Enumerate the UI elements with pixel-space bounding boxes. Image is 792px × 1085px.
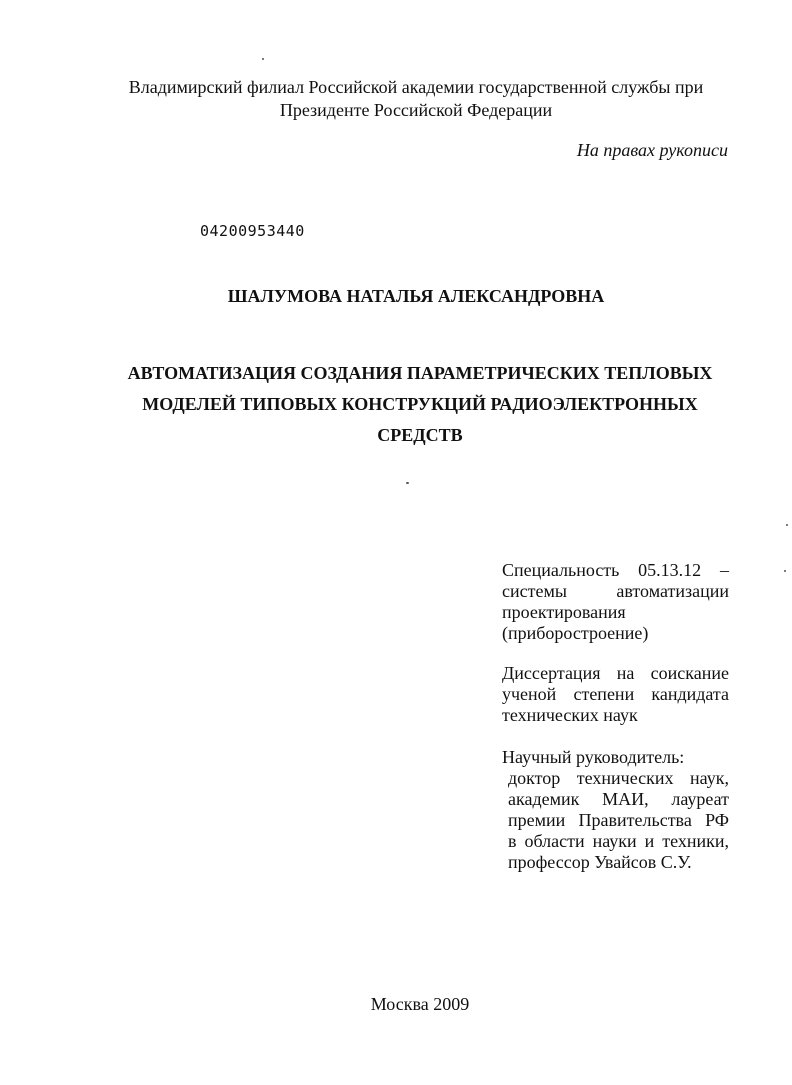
author-name: ШАЛУМОВА НАТАЛЬЯ АЛЕКСАНДРОВНА bbox=[227, 286, 605, 306]
dissertation-line: технических наук bbox=[502, 705, 638, 725]
institution-line-2: Президенте Российской Федерации bbox=[279, 100, 553, 120]
advisor-details bbox=[502, 768, 729, 873]
scan-speck bbox=[784, 570, 786, 572]
dissertation-line: Диссертация на соискание bbox=[502, 663, 729, 683]
scan-speck bbox=[262, 58, 264, 60]
registration-number: 04200953440 bbox=[200, 222, 305, 240]
institution-header bbox=[80, 76, 752, 122]
specialty-block bbox=[502, 560, 729, 644]
advisor-heading: Научный руководитель: bbox=[502, 747, 685, 767]
title-line-2: МОДЕЛЕЙ ТИПОВЫХ КОНСТРУКЦИЙ РАДИОЭЛЕКТРОННЫХ bbox=[142, 394, 698, 414]
scan-speck bbox=[406, 482, 409, 484]
scan-speck bbox=[786, 524, 788, 526]
scientific-advisor-block bbox=[502, 747, 729, 873]
advisor-line: профессор Увайсов С.У. bbox=[508, 852, 692, 872]
title-line-3: СРЕДСТВ bbox=[377, 425, 463, 445]
institution-line-1: Владимирский филиал Российской академии государственной службы при bbox=[128, 77, 704, 97]
advisor-line: доктор технических наук, bbox=[508, 768, 729, 788]
advisor-line: академик МАИ, лауреат bbox=[508, 789, 729, 809]
title-line-1: АВТОМАТИЗАЦИЯ СОЗДАНИЯ ПАРАМЕТРИЧЕСКИХ ТЕПЛОВЫХ bbox=[127, 363, 713, 383]
dissertation-title bbox=[100, 358, 740, 451]
dissertation-line: ученой степени кандидата bbox=[502, 684, 729, 704]
manuscript-rights-note: На правах рукописи bbox=[576, 140, 728, 160]
specialty-line: проектирования bbox=[502, 602, 626, 622]
city-and-year: Москва 2009 bbox=[370, 994, 470, 1014]
dissertation-degree-block bbox=[502, 663, 729, 726]
specialty-line: системы автоматизации bbox=[502, 581, 729, 601]
advisor-line: в области науки и техники, bbox=[508, 831, 729, 851]
specialty-line: Специальность 05.13.12 – bbox=[502, 560, 729, 580]
advisor-line: премии Правительства РФ bbox=[508, 810, 729, 830]
specialty-line: (приборостроение) bbox=[502, 623, 649, 643]
